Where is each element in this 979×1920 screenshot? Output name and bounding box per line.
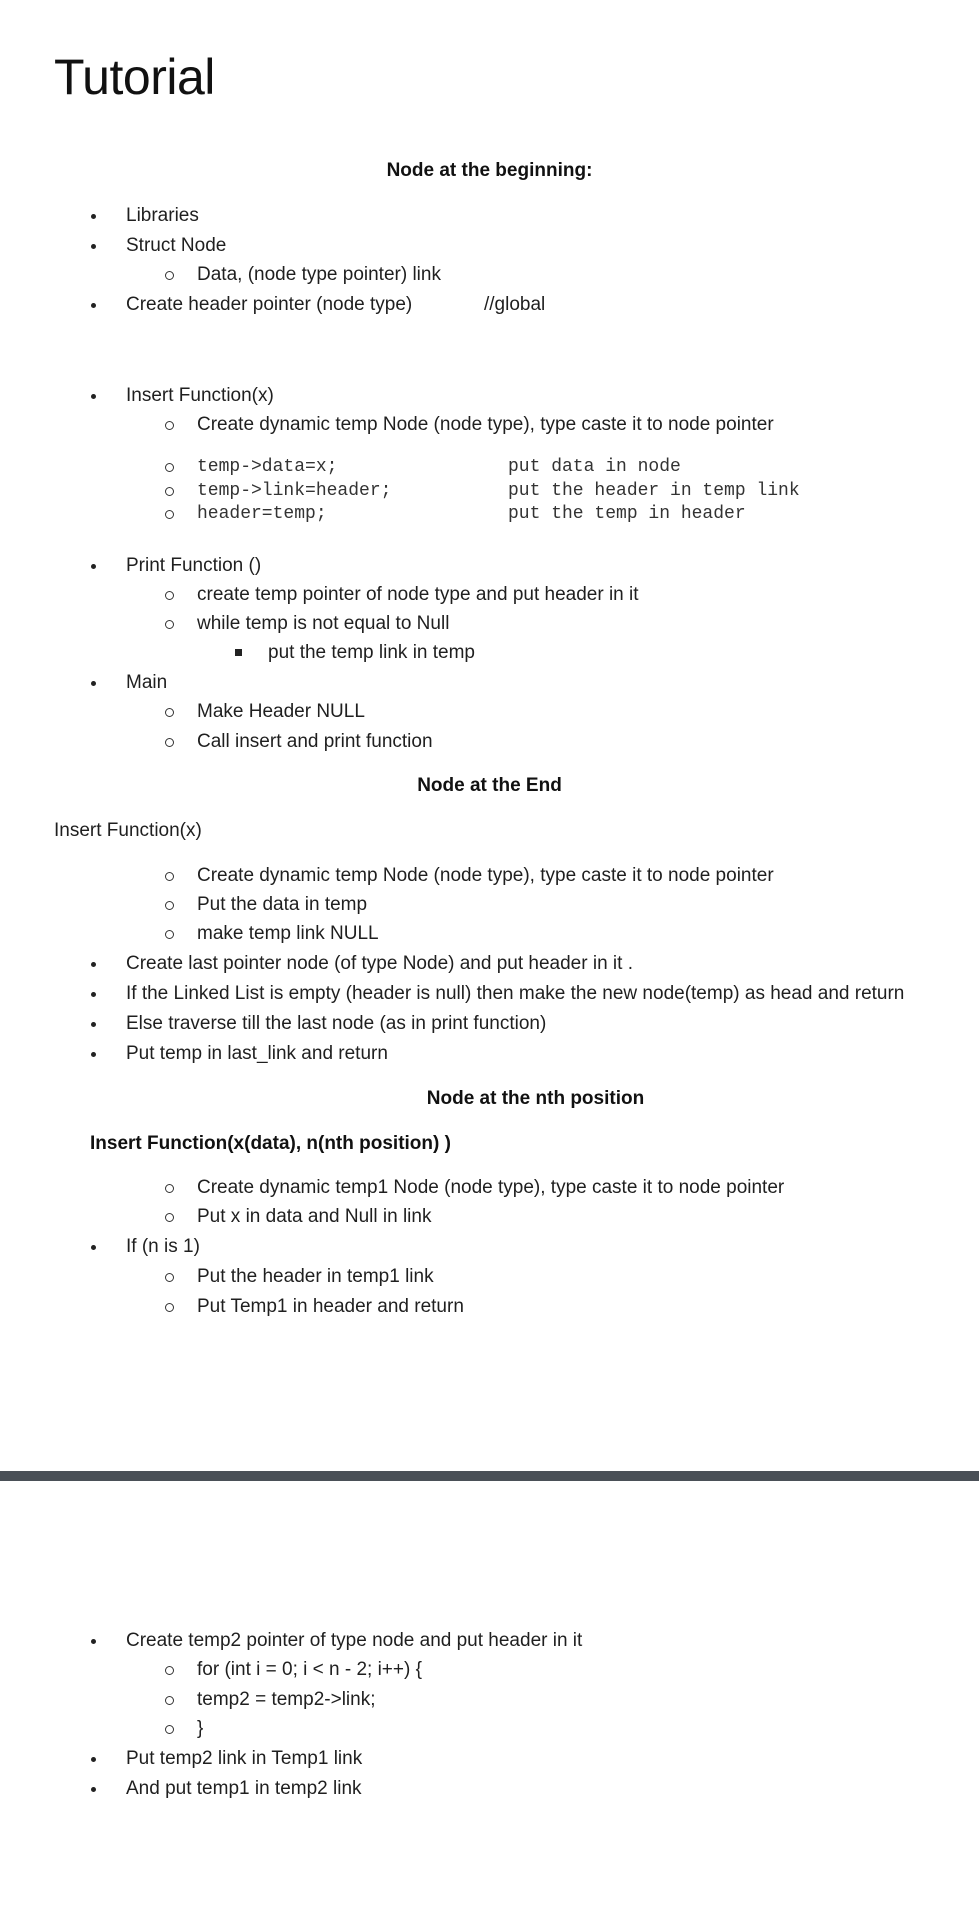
list-item: create temp pointer of node type and put header in it (197, 584, 639, 605)
list-item: Print Function () (126, 555, 262, 576)
list-item: Put the data in temp (197, 894, 368, 915)
list-item: Call insert and print function (197, 731, 433, 752)
list-item: Struct Node (126, 235, 227, 256)
list-item: temp2 = temp2->link; (197, 1689, 376, 1710)
list-item: while temp is not equal to Null (197, 613, 450, 634)
list-item: Create dynamic temp Node (node type), type caste it to node pointer (197, 865, 774, 886)
list-item: Put Temp1 in header and return (197, 1296, 464, 1317)
list-item: Create header pointer (node type) (126, 294, 413, 315)
list-item: If the Linked List is empty (header is null) then make the new node(temp) as head and return (126, 983, 905, 1004)
page-divider (0, 1471, 979, 1481)
list-item: If (n is 1) (126, 1236, 200, 1257)
list-item: And put temp1 in temp2 link (126, 1778, 362, 1799)
section-heading-beginning: Node at the beginning: (386, 160, 593, 181)
list-item: Insert Function(x) (126, 385, 274, 406)
list-item: Put temp in last_link and return (126, 1043, 388, 1064)
section-heading-nth: Node at the nth position (426, 1088, 645, 1109)
list-item: Create dynamic temp1 Node (node type), type caste it to node pointer (197, 1177, 785, 1198)
list-item: Put x in data and Null in link (197, 1206, 432, 1227)
code-line: temp->data=x; (197, 457, 338, 477)
code-comment: put the header in temp link (508, 481, 800, 501)
list-item: put the temp link in temp (268, 642, 475, 663)
list-item: make temp link NULL (197, 923, 379, 944)
list-item: Put the header in temp1 link (197, 1266, 434, 1287)
code-line: header=temp; (197, 504, 327, 524)
list-item: } (197, 1718, 204, 1739)
list-item: Put temp2 link in Temp1 link (126, 1748, 363, 1769)
code-comment: put data in node (508, 457, 681, 477)
list-item: Main (126, 672, 168, 693)
list-item: Libraries (126, 205, 199, 226)
function-label: Insert Function(x(data), n(nth position) ) (90, 1133, 451, 1154)
function-label: Insert Function(x) (54, 820, 202, 841)
code-line: temp->link=header; (197, 481, 392, 501)
code-comment: put the temp in header (508, 504, 746, 524)
list-item: for (int i = 0; i < n - 2; i++) { (197, 1659, 422, 1680)
list-item: Make Header NULL (197, 701, 365, 722)
list-item: Else traverse till the last node (as in print function) (126, 1013, 547, 1034)
page-title: Tutorial (54, 49, 215, 105)
global-comment: //global (484, 294, 546, 315)
list-item: Data, (node type pointer) link (197, 264, 441, 285)
list-item: Create dynamic temp Node (node type), type caste it to node pointer (197, 414, 774, 435)
list-item: Create temp2 pointer of type node and put header in it (126, 1630, 583, 1651)
section-heading-end: Node at the End (417, 775, 562, 796)
list-item: Create last pointer node (of type Node) and put header in it . (126, 953, 633, 974)
